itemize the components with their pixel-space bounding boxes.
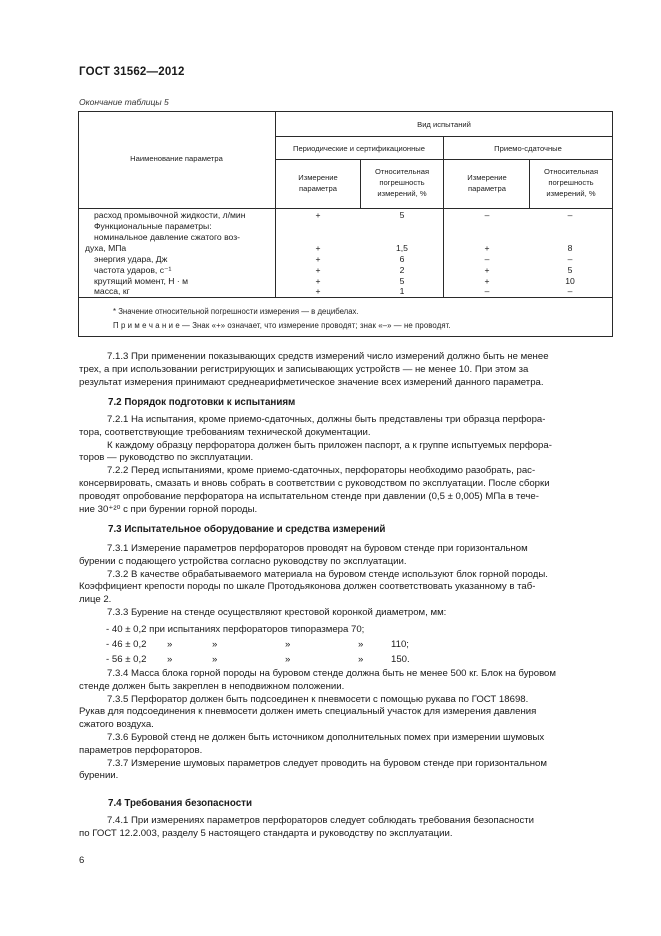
row-cell: 10 [565,276,575,286]
text-line: 7.3.6 Буровой стенд не должен быть источником дополнительных помех при измерении шумовых [107,731,545,743]
row-cell: 5 [399,276,405,286]
table-border-bottom [78,336,613,337]
text-line: 7.3.4 Масса блока горной породы на буровом стенде должна быть не менее 500 кг. Блок на буровом [107,668,556,679]
row-cell: – [567,210,573,220]
subheader-error-1: Относительная погрешность измерений, % [374,167,430,198]
row-name: частота ударов, с⁻¹ [94,265,172,275]
row-cell: + [315,276,321,286]
text-line: сжатого воздуха. [79,719,154,731]
row-name: духа, МПа [85,243,127,253]
document-header: ГОСТ 31562—2012 [79,66,185,78]
text-line: параметров перфораторов. [79,744,203,756]
table-header-bottom-rule [78,208,613,209]
ditto-mark: » [212,639,218,650]
table-vrule [360,159,361,209]
table-notes-rule [78,297,613,298]
table-vrule [443,136,444,298]
row-name: крутящий момент, Н · м [94,276,189,286]
paragraph-7-3-4 [79,668,613,783]
text-line: лице 2. [79,594,112,606]
text-line: бурении. [79,770,119,782]
table-rule [275,159,613,160]
table-footnote: * Значение относительной погрешности измерения — в децибелах. [113,307,359,316]
text-line: К каждому образцу перфоратора должен быть приложен паспорт, а к группе испытуемых перфора- [107,439,552,451]
row-cell: + [315,286,321,296]
row-cell: + [484,243,490,253]
row-cell: 2 [399,265,405,275]
text-line: 7.3.1 Измерение параметров перфораторов проводят на буровом стенде при горизонтальном [107,543,528,554]
text-line: 7.3.5 Перфоратор должен быть подсоединен к пневмосети с помощью рукава по ГОСТ 18698. [107,693,529,705]
row-cell: 1,5 [396,243,408,253]
row-name: расход промывочной жидкости, л/мин [94,210,246,220]
col-header-acceptance: Приемо-сдаточные [494,144,562,153]
paragraph-7-2-1 [79,414,613,516]
parameters-table [78,111,613,337]
row-cell: – [567,286,573,296]
row-name: номинальное давление сжатого воз- [94,232,241,242]
row-cell: – [484,210,490,220]
ditto-mark: » [167,654,173,665]
ditto-mark: » [358,654,364,665]
text-line: Рукав для подсоединения к пневмосети должен иметь специальный участок для измерения давления [79,706,537,718]
text-line: результат измерения принимают среднеарифметическое значение всех измерений данного параметра. [79,376,544,388]
text-line: 7.4.1 При измерениях параметров перфораторов следует соблюдать требования безопасности [107,815,535,826]
text-line: консервировать, смазать и вновь собрать в соответствии с руководством по эксплуатации. После сборки [79,477,550,489]
table-caption: Окончание таблицы 5 [79,97,169,107]
row-cell: + [315,254,321,264]
dimension-item: - 46 ± 0,2 [106,639,147,650]
ditto-mark: » [167,639,173,650]
row-cell: 5 [567,265,573,275]
row-cell: – [484,254,490,264]
row-name: Функциональные параметры: [94,221,212,231]
text-line: по ГОСТ 12.2.003, разделу 5 настоящего стандарта и руководству по эксплуатации. [79,827,453,839]
dimension-item: - 56 ± 0,2 [106,654,147,665]
row-name: масса, кг [94,286,130,296]
col-header-periodic: Периодические и сертификационные [293,144,425,153]
section-heading-7-3: 7.3 Испытательное оборудование и средства измерений [108,524,386,535]
table-vrule [275,111,276,298]
text-line: 7.1.3 При применении показывающих средств измерений число измерений должно быть не менее [107,351,549,362]
dimension-item: - 40 ± 0,2 при испытаниях перфораторов типоразмера 70; [106,624,365,635]
ditto-mark: » [285,654,291,665]
ditto-mark: » [212,654,218,665]
text-line: 7.2.1 На испытания, кроме приемо-сдаточных, должны быть представлены три образца перфора- [107,414,546,425]
table-vrule [529,159,530,209]
row-cell: + [315,210,321,220]
subheader-error-2: Относительная погрешность измерений, % [543,167,599,198]
row-cell: – [567,254,573,264]
text-line: торов — руководство по эксплуатации. [79,452,254,464]
text-line: ние 30⁺²⁰ с при бурении горной породы. [79,503,258,515]
table-border-left [78,111,79,337]
table-rule [275,136,613,137]
dimension-value: 110; [391,639,409,650]
text-line: бурении с подающего устройства согласно руководству по эксплуатации. [79,555,407,567]
text-line: 7.3.7 Измерение шумовых параметров следует проводить на буровом стенде при горизонтальном [107,757,547,769]
row-cell: + [484,265,490,275]
text-line: проводят опробование перфоратора на испытательном стенде при давлении (0,5 ± 0,005) МПа в тече- [79,490,539,502]
paragraph-7-1-3 [79,351,613,389]
text-line: 7.3.3 Бурение на стенде осуществляют крестовой коронкой диаметром, мм: [107,606,447,618]
paragraph-7-3-1 [79,543,613,620]
text-line: 7.3.2 В качестве обрабатываемого материала на буровом стенде используют блок горной породы. [107,568,548,580]
table-border-top [78,111,613,112]
section-heading-7-2: 7.2 Порядок подготовки к испытаниям [108,397,296,408]
row-name: энергия удара, Дж [94,254,168,264]
text-line: 7.2.2 Перед испытаниями, кроме приемо-сдаточных, перфораторы необходимо разобрать, рас- [107,465,536,477]
row-cell: 6 [399,254,405,264]
paragraph-7-4-1 [79,815,613,841]
col-header-parameter: Наименование параметра [130,154,223,163]
table-note: П р и м е ч а н и е — Знак «+» означает, что измерение проводят; знак «–» — не проводят. [113,321,451,330]
text-line: Коэффициент крепости породы по шкале Протодьяконова должен соответствовать указанному в таб- [79,581,536,593]
row-cell: + [315,243,321,253]
row-cell: 5 [399,210,405,220]
text-line: стенде должен быть закреплен в неподвижном положении. [79,680,345,692]
row-cell: + [484,276,490,286]
ditto-mark: » [285,639,291,650]
text-line: трех, а при использовании регистрирующих и записывающих устройств — не менее 10. При этом за [79,363,529,375]
row-cell: – [484,286,490,296]
page-number: 6 [79,855,85,866]
subheader-measure-2: Измерение параметра [467,173,507,193]
row-cell: 8 [567,243,573,253]
dimension-value: 150. [391,654,410,665]
row-cell: + [315,265,321,275]
col-header-test-type: Вид испытаний [417,120,471,129]
ditto-mark: » [358,639,364,650]
row-cell: 1 [399,286,405,296]
section-heading-7-4: 7.4 Требования безопасности [108,798,252,809]
text-line: тора, соответствующие требованиям технической документации. [79,426,371,438]
subheader-measure-1: Измерение параметра [298,173,338,193]
